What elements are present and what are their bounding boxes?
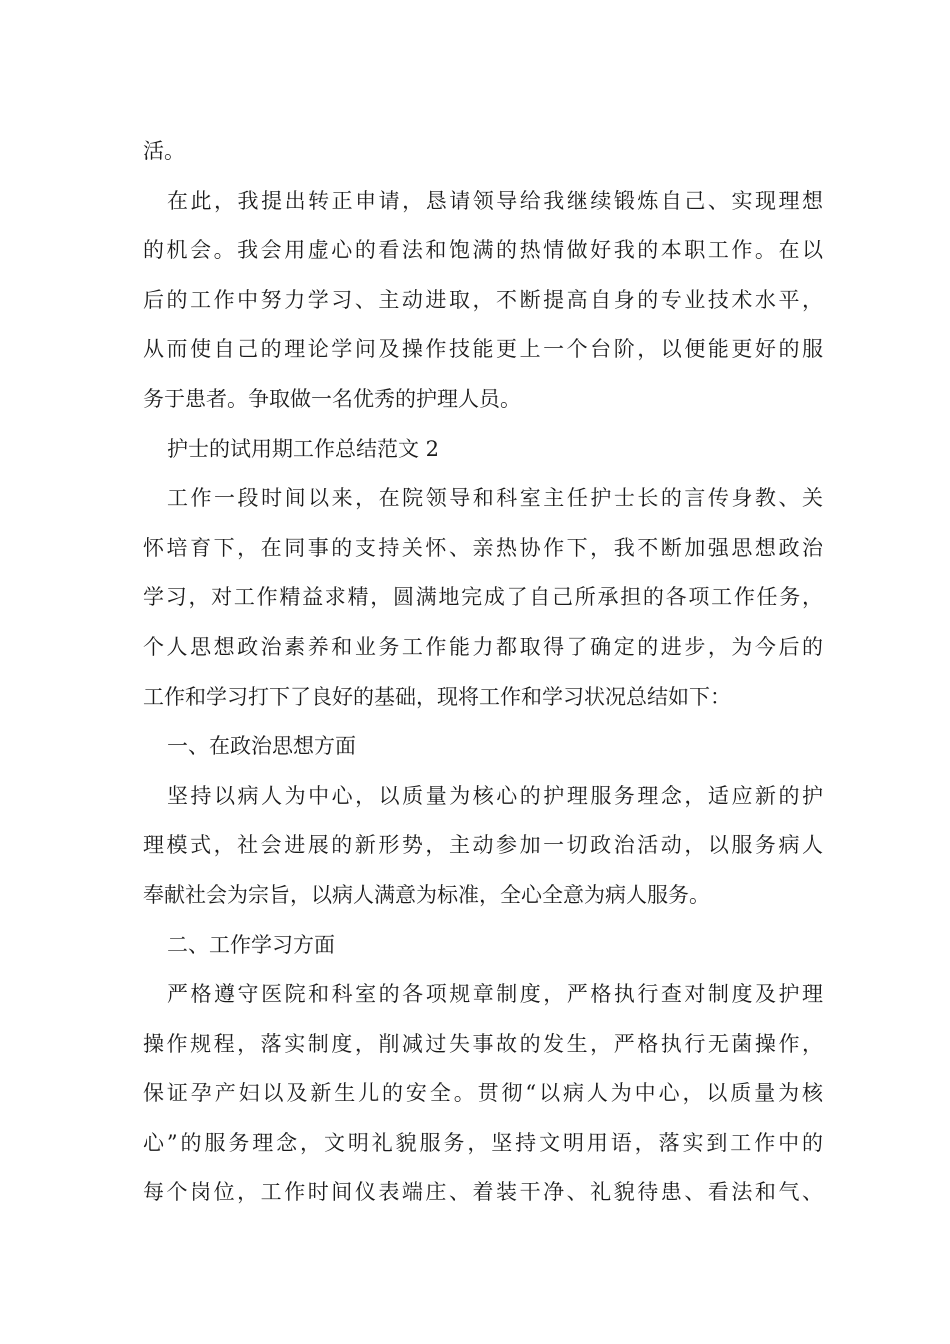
text-line: 保证孕产妇以及新生儿的安全。贯彻“以病人为中心，以质量为核 [143, 1081, 823, 1106]
heading-text: 护士的试用期工作总结范文 2 [167, 436, 440, 461]
paragraph-work-study [143, 970, 823, 1218]
document-heading [143, 425, 823, 475]
document-body [143, 127, 823, 1218]
paragraph-intro [143, 474, 823, 722]
section-title-politics [143, 722, 823, 772]
text-line: 坚持以病人为中心，以质量为核心的护理服务理念，适应新的护 [167, 783, 823, 808]
text-line: 从而使自己的理论学问及操作技能更上一个台阶，以便能更好的服 [143, 337, 823, 362]
text-line: 奉献社会为宗旨，以病人满意为标准，全心全意为病人服务。 [143, 882, 710, 907]
paragraph-continuation [143, 127, 823, 177]
text-line: 活。 [143, 139, 185, 163]
text-line: 学习，对工作精益求精，圆满地完成了自己所承担的各项工作任务， [143, 585, 823, 610]
text-line: 在此，我提出转正申请，恳请领导给我继续锻炼自己、实现理想 [167, 188, 823, 213]
text-line: 每个岗位，工作时间仪表端庄、着装干净、礼貌待患、看法和气、 [143, 1180, 823, 1205]
text-line: 严格遵守医院和科室的各项规章制度，严格执行查对制度及护理 [167, 982, 823, 1007]
text-line: 怀培育下，在同事的支持关怀、亲热协作下，我不断加强思想政治 [143, 535, 823, 560]
section-title-work-study [143, 921, 823, 971]
text-line: 工作和学习打下了良好的基础，现将工作和学习状况总结如下： [143, 684, 731, 709]
text-line: 的机会。我会用虚心的看法和饱满的热情做好我的本职工作。在以 [143, 238, 823, 263]
section-title-text: 一、在政治思想方面 [167, 734, 356, 759]
text-line: 心”的服务理念，文明礼貌服务，坚持文明用语，落实到工作中的 [143, 1130, 823, 1155]
section-title-text: 二、工作学习方面 [167, 932, 335, 957]
text-line: 理模式，社会进展的新形势，主动参加一切政治活动，以服务病人 [143, 833, 823, 858]
text-line: 务于患者。争取做一名优秀的护理人员。 [143, 386, 521, 411]
text-line: 个人思想政治素养和业务工作能力都取得了确定的进步，为今后的 [143, 634, 823, 659]
paragraph-politics [143, 772, 823, 921]
paragraph-application [143, 177, 823, 425]
text-line: 后的工作中努力学习、主动进取，不断提高自身的专业技术水平， [143, 287, 823, 312]
text-line: 操作规程，落实制度，削减过失事故的发生，严格执行无菌操作， [143, 1031, 823, 1056]
text-line: 工作一段时间以来，在院领导和科室主任护士长的言传身教、关 [167, 486, 823, 511]
